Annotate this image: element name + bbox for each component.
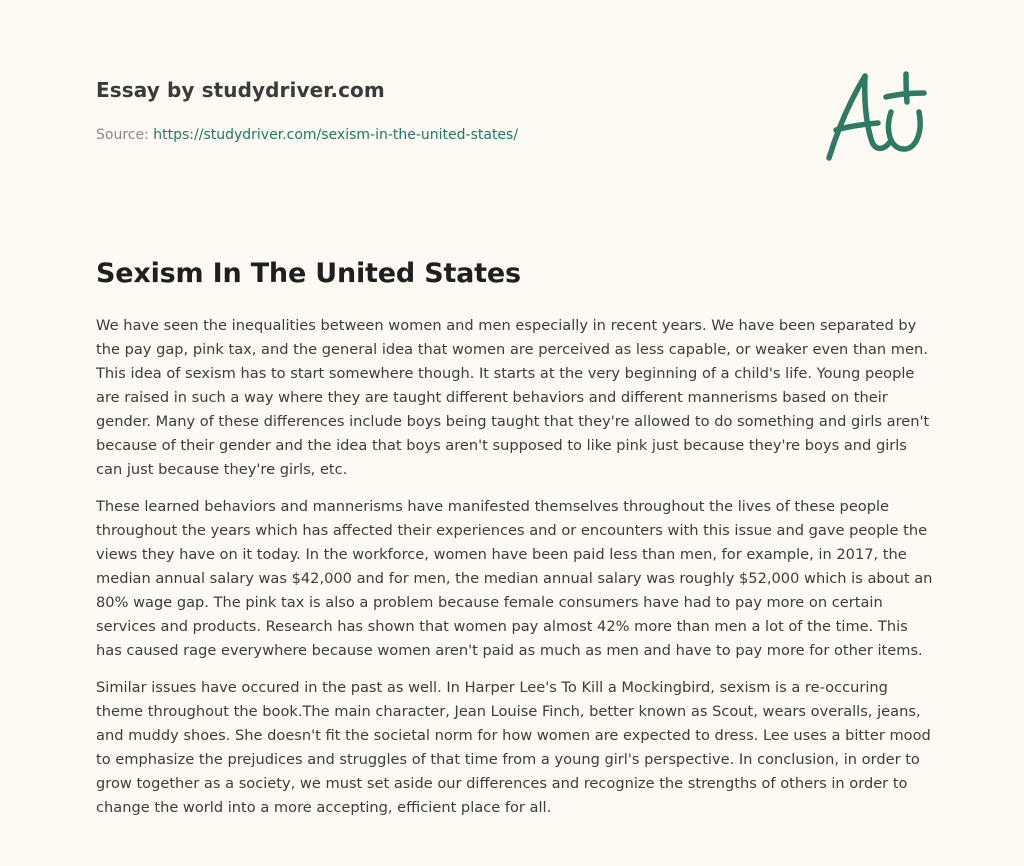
essay-title: Sexism In The United States xyxy=(96,258,521,289)
source-label: Source: xyxy=(96,127,149,143)
site-title: Essay by studydriver.com xyxy=(96,78,385,102)
a-plus-logo-icon xyxy=(820,66,930,166)
page-header xyxy=(96,76,796,145)
essay-paragraph: These learned behaviors and mannerisms have manifested themselves throughout the lives of these people throughout the years which has affected their experiences and or encounters with this issue and gave people the views they have on it today. In the workforce, women have been paid less than men, for example, in 2017, the median annual salary was $42,000 and for men, the median annual salary was roughly $52,000 which is about an 80% wage gap. The pink tax is also a problem because female consumers have had to pay more on certain services and products. Research has shown that women pay almost 42% more than men a lot of the time. This has caused rage everywhere because women aren't paid as much as men and have to pay more for other items. xyxy=(96,498,933,659)
source-line xyxy=(96,125,796,145)
source-link[interactable]: https://studydriver.com/sexism-in-the-united-states/ xyxy=(153,127,519,143)
essay-body xyxy=(96,314,936,833)
essay-paragraph: Similar issues have occured in the past as well. In Harper Lee's To Kill a Mockingbird, sexism is a re-occuring theme throughout the book.The main character, Jean Louise Finch, better known as Scout, wears overalls, jeans, and muddy shoes. She doesn't fit the societal norm for how women are expected to dress. Lee uses a bitter mood to emphasize the prejudices and struggles of that time from a young girl's perspective. In conclusion, in order to grow together as a society, we must set aside our differences and recognize the strengths of others in order to change the world into a more accepting, efficient place for all. xyxy=(96,679,931,816)
essay-paragraph: We have seen the inequalities between women and men especially in recent years. We have been separated by the pay gap, pink tax, and the general idea that women are perceived as less capable, or weaker even than men. This idea of sexism has to start somewhere though. It starts at the very beginning of a child's life. Young people are raised in such a way where they are taught different behaviors and different mannerisms based on their gender. Many of these differences include boys being taught that they're allowed to do something and girls aren't because of their gender and the idea that boys aren't supposed to like pink just because they're boys and girls can just because they're girls, etc. xyxy=(96,317,930,478)
